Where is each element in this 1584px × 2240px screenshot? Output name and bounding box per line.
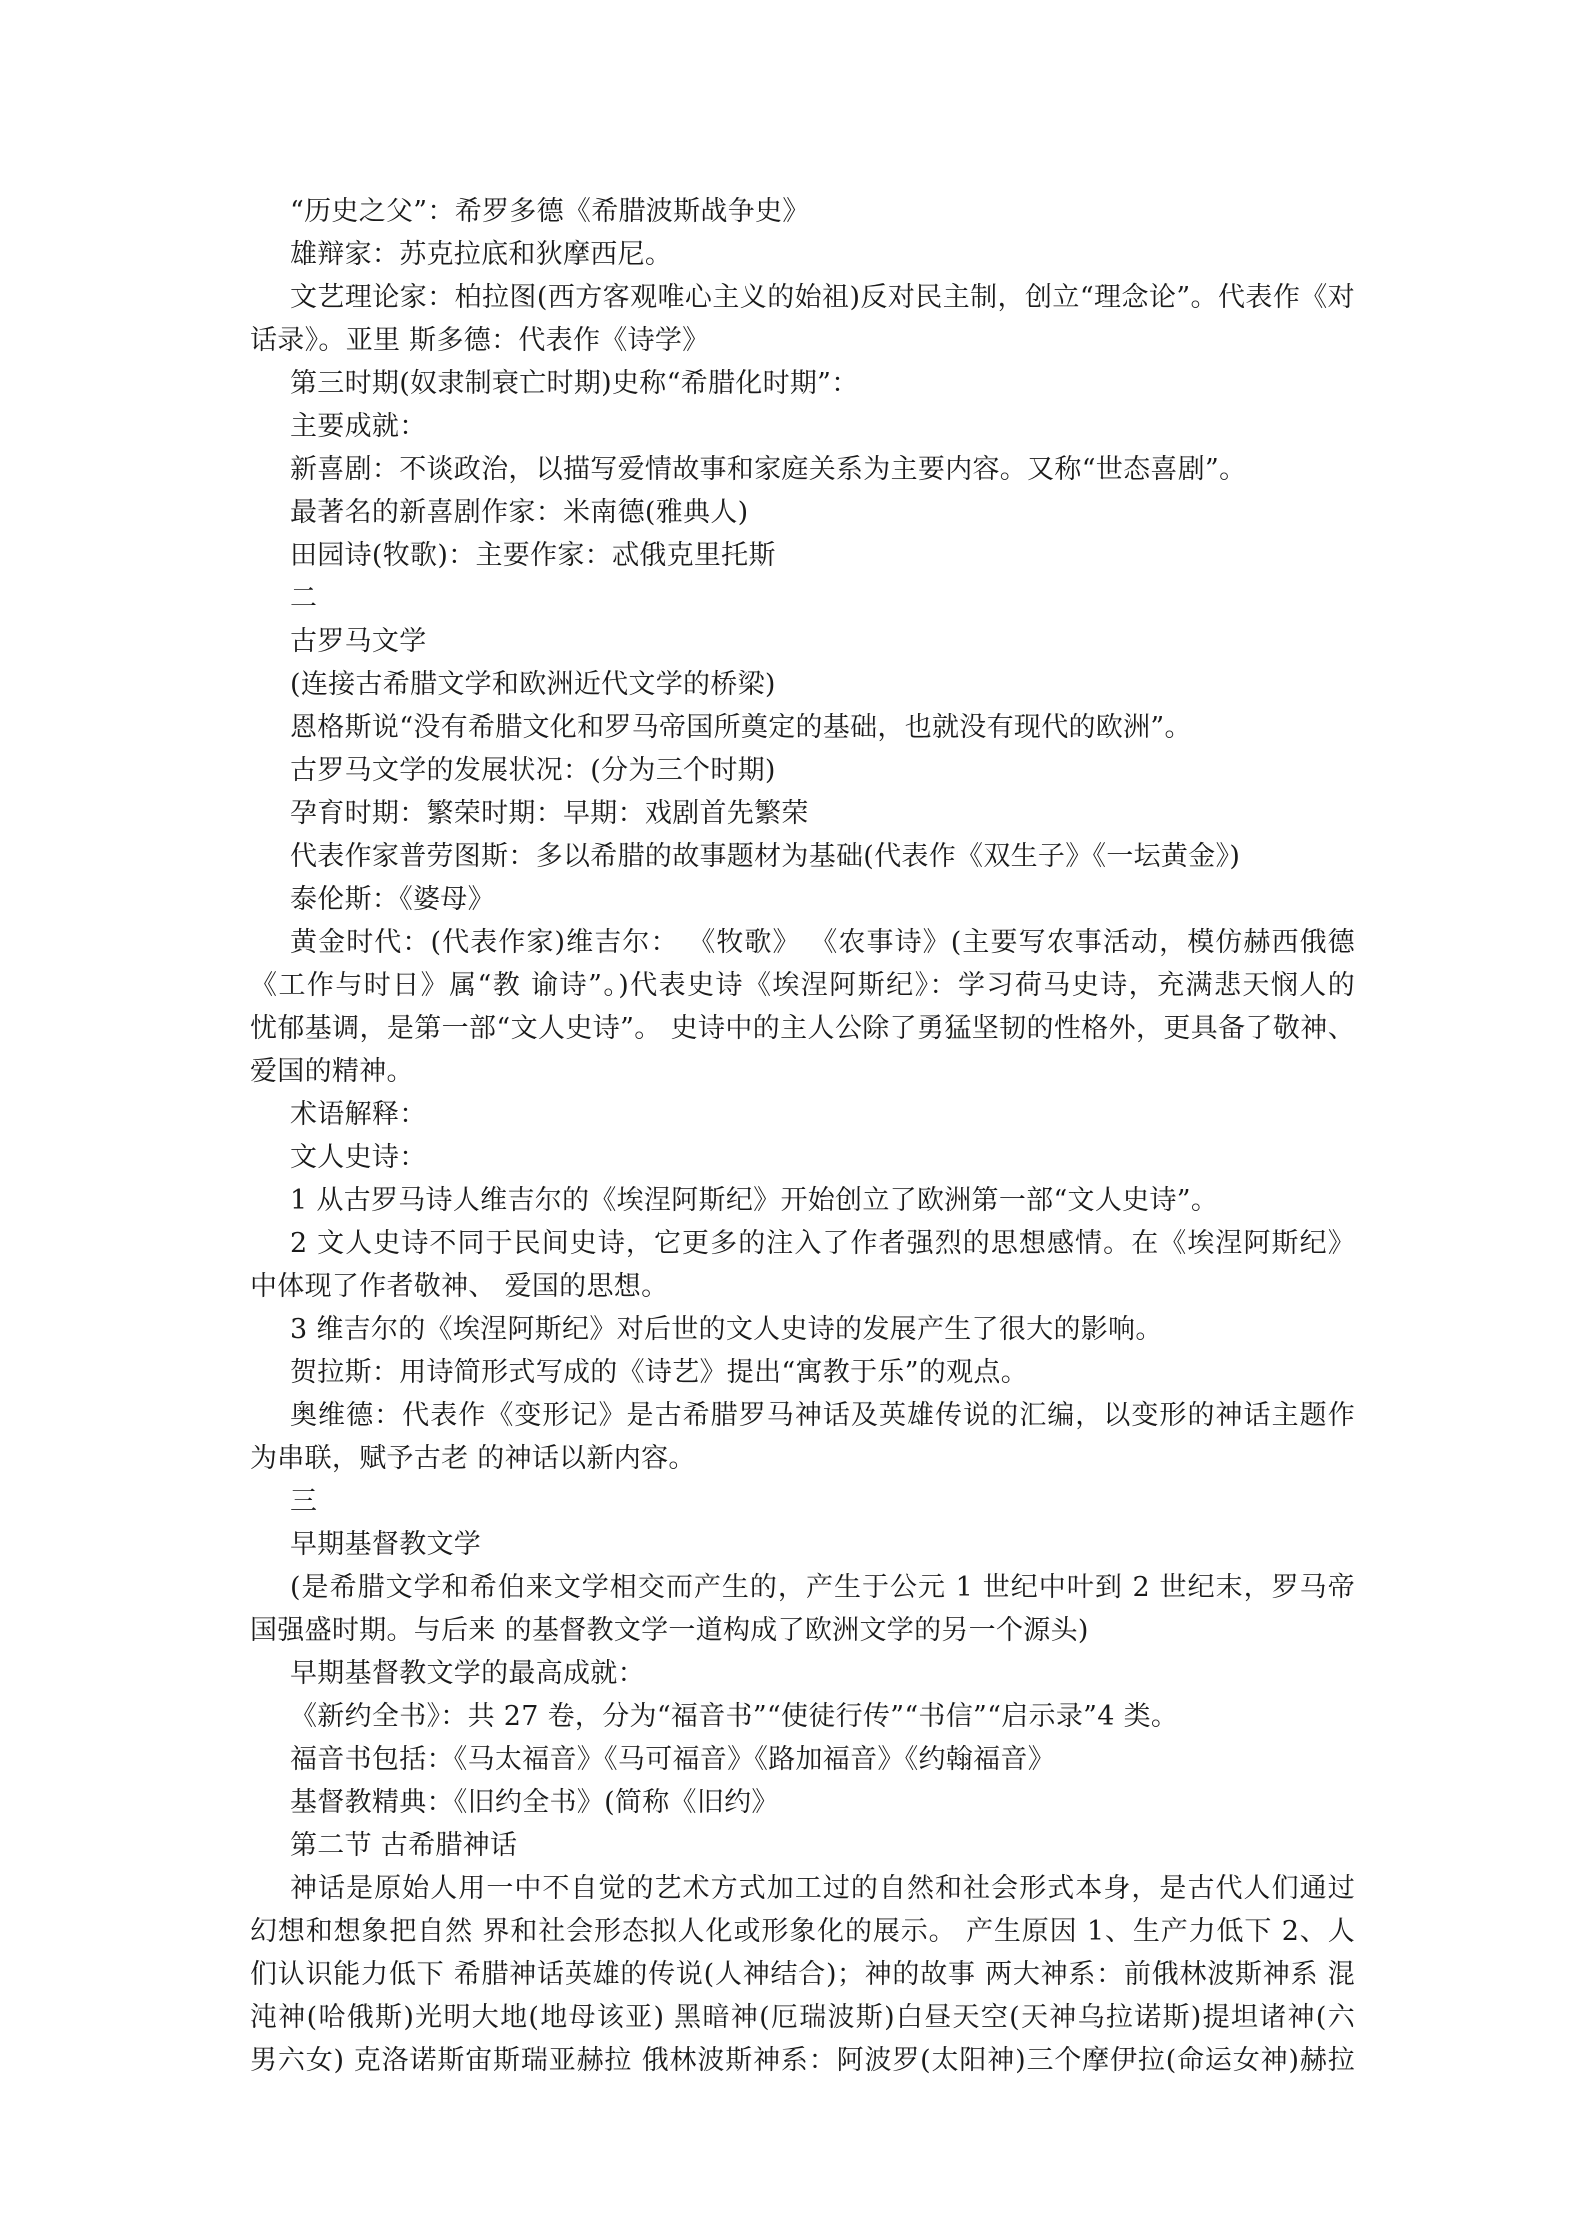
text-line: 新喜剧：不谈政治，以描写爱情故事和家庭关系为主要内容。又称“世态喜剧”。 [290,454,1247,485]
text-line: 代表作家普劳图斯：多以希腊的故事题材为基础(代表作《双生子》《一坛黄金》) [290,841,1241,872]
text-line: 文艺理论家：柏拉图(西方客观唯心主义的始祖)反对民主制，创立“理念论”。代表作《对 [290,282,1355,313]
text-line: 泰伦斯：《婆母》 [290,884,495,915]
text-line: 田园诗(牧歌)：主要作家：忒俄克里托斯 [290,540,776,571]
text-line: 文人史诗： [290,1142,427,1173]
text-line: 黄金时代：(代表作家)维吉尔： 《牧歌》 《农事诗》(主要写农事活动，模仿赫西俄德 [290,927,1355,958]
text-line: 沌神(哈俄斯)光明大地(地母该亚) 黑暗神(厄瑞波斯)白昼天空(天神乌拉诺斯)提坦诸神(六 [250,2002,1355,2033]
text-line: 为串联，赋予古老 的神话以新内容。 [250,1443,696,1474]
text-line: 第三时期(奴隶制衰亡时期)史称“希腊化时期”： [290,368,859,399]
text-line: 1 从古罗马诗人维吉尔的《埃涅阿斯纪》开始创立了欧洲第一部“文人史诗”。 [290,1185,1219,1216]
text-line: (连接古希腊文学和欧洲近代文学的桥梁) [290,669,776,700]
text-line: 忧郁基调，是第一部“文人史诗”。 史诗中的主人公除了勇猛坚韧的性格外，更具备了敬神、 [250,1013,1355,1044]
text-line: 幻想和想象把自然 界和社会形态拟人化或形象化的展示。 产生原因 1、生产力低下 2、人 [250,1916,1355,1947]
text-line: 恩格斯说“没有希腊文化和罗马帝国所奠定的基础，也就没有现代的欧洲”。 [290,712,1192,743]
text-line: 二 [290,583,318,614]
text-line: 术语解释： [290,1099,427,1130]
text-line: 2 文人史诗不同于民间史诗，它更多的注入了作者强烈的思想感情。在《埃涅阿斯纪》 [290,1228,1355,1259]
text-line: 奥维德：代表作《变形记》是古希腊罗马神话及英雄传说的汇编，以变形的神话主题作 [290,1400,1355,1431]
text-line: 《工作与时日》属“教 谕诗”。)代表史诗《埃涅阿斯纪》：学习荷马史诗，充满悲天悯人的 [250,970,1355,1001]
text-line: 贺拉斯：用诗简形式写成的《诗艺》提出“寓教于乐”的观点。 [290,1357,1029,1388]
text-line: 国强盛时期。与后来 的基督教文学一道构成了欧洲文学的另一个源头) [250,1615,1089,1646]
text-line: 福音书包括：《马太福音》《马可福音》《路加福音》《约翰福音》 [290,1744,1055,1775]
text-line: 雄辩家：苏克拉底和狄摩西尼。 [290,239,673,270]
text-line: 主要成就： [290,411,427,442]
text-line: 爱国的精神。 [250,1056,414,1087]
document-page [250,190,1355,2082]
text-line: 三 [290,1486,318,1517]
text-line: 基督教精典：《旧约全书》(简称《旧约》 [290,1787,779,1818]
text-line: 中体现了作者敬神、 爱国的思想。 [250,1271,669,1302]
text-line: 男六女) 克洛诺斯宙斯瑞亚赫拉 俄林波斯神系：阿波罗(太阳神)三个摩伊拉(命运女神)赫拉 [250,2045,1355,2076]
text-line: 第二节 古希腊神话 [290,1830,518,1861]
text-line: 古罗马文学 [290,626,427,657]
text-line: 3 维吉尔的《埃涅阿斯纪》对后世的文人史诗的发展产生了很大的影响。 [290,1314,1163,1345]
text-line: (是希腊文学和希伯来文学相交而产生的，产生于公元 1 世纪中叶到 2 世纪末，罗马帝 [290,1572,1355,1603]
text-line: 孕育时期：繁荣时期：早期：戏剧首先繁荣 [290,798,809,829]
text-line: 《新约全书》：共 27 卷，分为“福音书”“使徒行传”“书信”“启示录”4 类。 [290,1701,1179,1732]
text-line: 古罗马文学的发展状况：(分为三个时期) [290,755,776,786]
text-line: 早期基督教文学 [290,1529,482,1560]
text-line: 们认识能力低下 希腊神话英雄的传说(人神结合)；神的故事 两大神系：前俄林波斯神系 混 [250,1959,1355,1990]
text-line: 最著名的新喜剧作家：米南德(雅典人) [290,497,749,528]
text-line: 早期基督教文学的最高成就： [290,1658,645,1689]
text-line: 神话是原始人用一中不自觉的艺术方式加工过的自然和社会形式本身，是古代人们通过 [290,1873,1355,1904]
text-line: “历史之父”：希罗多德《希腊波斯战争史》 [290,196,810,227]
text-line: 话录》。亚里 斯多德：代表作《诗学》 [250,325,710,356]
